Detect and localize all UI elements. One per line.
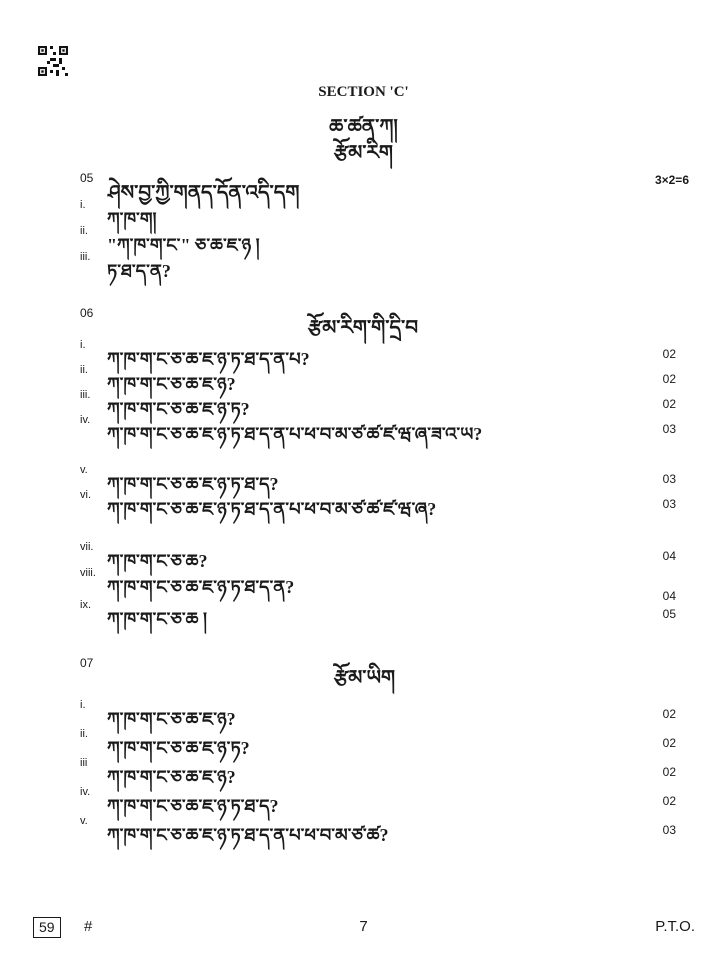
- item-text: ཀ་ཁ་ག་ང་ཅ་ཆ་ཇ་ཉ་ཏ་ཐ་ད་ན་པ?: [107, 349, 310, 369]
- item-text: ཀ་ཁ་ག་ང་ཅ་ཆ་ཇ་ཉ?: [107, 374, 236, 394]
- item-text: ཀ་ཁ་ག་ང་ཅ་ཆ་ཇ་ཉ་ཏ་ཐ་ད་ན?: [107, 577, 295, 597]
- item-text: ཀ་ཁ་ག་ང་ཅ་ཆ་ཇ་ཉ?: [107, 767, 236, 787]
- item-text: ཀ་ཁ་ག་ང་ཅ་ཆ་ཇ་ཉ་ཏ་ཐ་ད་ན་པ་ཕ་བ་མ་ཙ་ཚ?: [107, 825, 389, 845]
- item-marks: 03: [662, 472, 676, 486]
- item-text: "ཀ་ཁ་ག་ང་" ཅ་ཆ་ཇ་ཉ །: [107, 235, 260, 255]
- section-title: SECTION 'C': [318, 84, 409, 100]
- item-number: ii.: [80, 225, 88, 237]
- question-marks: 3×2=6: [654, 173, 689, 187]
- question-number: 06: [80, 306, 94, 320]
- item-marks: 05: [662, 607, 676, 621]
- page-number: 7: [359, 918, 368, 935]
- paper-code: 59: [33, 917, 61, 938]
- item-text: ཀ་ཁ་ག་ང་ཅ་ཆ་ཇ་ཉ་ཏ་ཐ་ད་ན་པ་ཕ་བ་མ་ཙ་ཚ་ཛ་ཝ་ཞ་ཟ་འ་ཡ?: [107, 424, 483, 444]
- item-number: ix.: [80, 599, 91, 611]
- question-title: རྩོམ་རིག་གི་དྲི་བ: [308, 317, 419, 339]
- item-number: v.: [80, 464, 88, 476]
- section-heading-tibetan: ཆ་ཚན་ཀ།: [329, 116, 398, 138]
- item-number: i.: [80, 339, 86, 351]
- question-title: ཤེས་བྱ་ཀྱི་གནད་དོན་འདི་དག: [108, 182, 300, 204]
- item-text: ཀ་ཁ་ག་ང་ཅ་ཆ་ཇ་ཉ་ཏ་ཐ་ད་ན་པ་ཕ་བ་མ་ཙ་ཚ་ཛ་ཝ་ཞ?: [107, 499, 437, 519]
- item-marks: 03: [662, 823, 676, 837]
- item-text: ཀ་ཁ་ག་ང་ཅ་ཆ་ཇ་ཉ་ཏ?: [107, 738, 250, 758]
- item-marks: 04: [662, 549, 676, 563]
- item-marks: 02: [662, 794, 676, 808]
- item-number: iii.: [80, 389, 91, 401]
- item-number: viii.: [80, 567, 96, 579]
- item-text: ཀ་ཁ་ག་ང་ཅ་ཆ །: [107, 609, 207, 629]
- item-text: ཀ་ཁ་ག་ང་ཅ་ཆ་ཇ་ཉ?: [107, 709, 236, 729]
- item-marks: 03: [662, 497, 676, 511]
- section-subheading-tibetan: རྩོམ་རིག: [334, 142, 393, 164]
- item-number: iv.: [80, 414, 91, 426]
- item-marks: 02: [662, 372, 676, 386]
- item-text: ཀ་ཁ་ག་ང་ཅ་ཆ?: [107, 551, 208, 571]
- item-number: v.: [80, 815, 88, 827]
- item-marks: 02: [662, 707, 676, 721]
- item-text: ཀ་ཁ་ག་ང་ཅ་ཆ་ཇ་ཉ་ཏ་ཐ་ད?: [107, 796, 279, 816]
- item-number: vi.: [80, 489, 91, 501]
- item-text: ཀ་ཁ་ག་ང་ཅ་ཆ་ཇ་ཉ་ཏ?: [107, 399, 250, 419]
- item-marks: 02: [662, 736, 676, 750]
- item-marks: 02: [662, 347, 676, 361]
- item-marks: 04: [662, 589, 676, 603]
- item-number: ii.: [80, 364, 88, 376]
- footer-hash: #: [84, 918, 93, 935]
- item-text: ཀ་ཁ་ག་ང་ཅ་ཆ་ཇ་ཉ་ཏ་ཐ་ད?: [107, 474, 279, 494]
- item-number: iii: [80, 757, 88, 769]
- pto-label: P.T.O.: [655, 918, 695, 935]
- item-number: i.: [80, 199, 86, 211]
- item-number: iii.: [80, 251, 91, 263]
- item-number: i.: [80, 699, 86, 711]
- item-marks: 02: [662, 397, 676, 411]
- qr-code-icon: [38, 46, 68, 76]
- item-text: ཀ་ཁ་ག།: [107, 209, 157, 229]
- item-number: ii.: [80, 728, 88, 740]
- item-number: vii.: [80, 541, 94, 553]
- item-number: iv.: [80, 786, 91, 798]
- item-marks: 02: [662, 765, 676, 779]
- item-text: ཏ་ཐ་ད་ན?: [107, 261, 171, 281]
- question-title: རྩོམ་ཡིག: [334, 667, 396, 689]
- item-marks: 03: [662, 422, 676, 436]
- question-number: 07: [80, 656, 94, 670]
- question-number: 05: [80, 171, 94, 185]
